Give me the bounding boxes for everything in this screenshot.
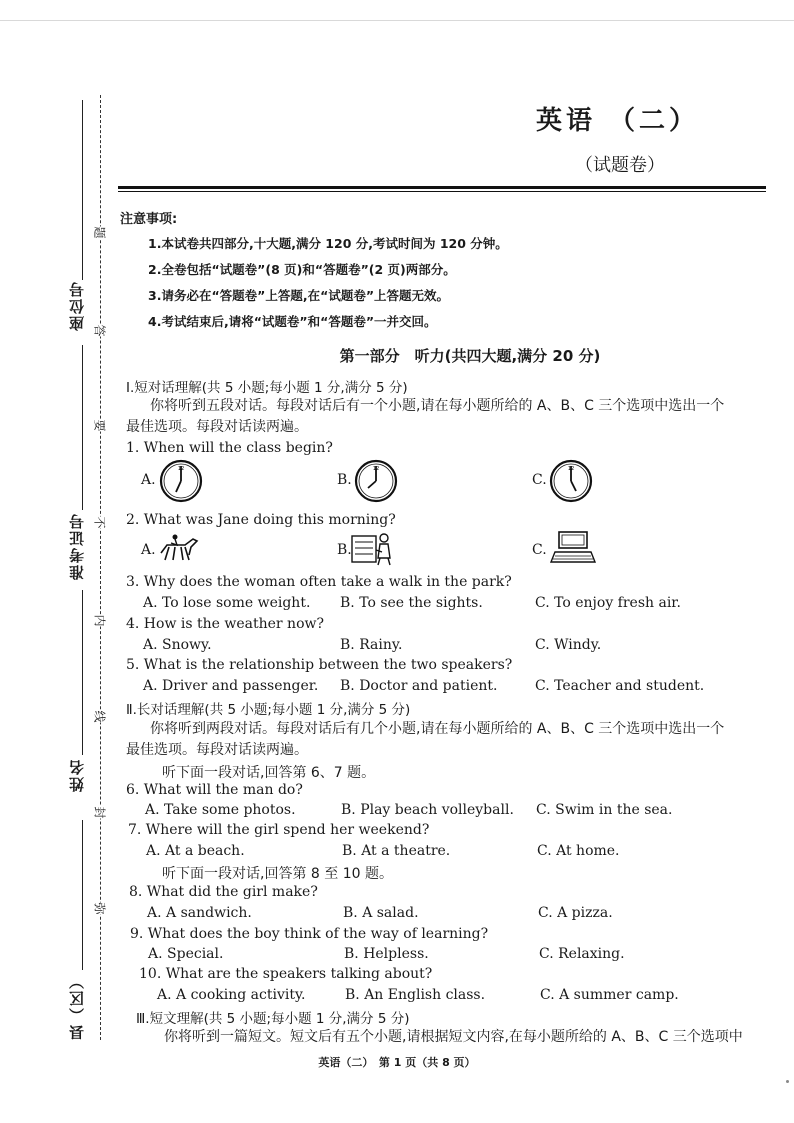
option-c: C. Teacher and student. (535, 678, 705, 694)
computer-icon (549, 530, 597, 564)
seat-number-label: 座位号 (68, 280, 86, 331)
instruction-line: 你将听到五段对话。每段对话后有一个小题,请在每小题所给的 A、B、C 三个选项中选出一个 (150, 398, 725, 414)
option-c: C. Swim in the sea. (536, 802, 673, 818)
section-heading: Ⅰ.短对话理解(共 5 小题;每小题 1 分,满分 5 分) (126, 380, 408, 396)
page-subtitle: （试题卷） (575, 155, 665, 176)
instruction-line: 最佳选项。每段对话读两遍。 (126, 742, 308, 758)
option-a: A. Driver and passenger. (143, 678, 319, 694)
option-c: C. To enjoy fresh air. (535, 595, 681, 611)
county-label: 县（区） (68, 972, 86, 1040)
question-text: 8. What did the girl make? (129, 884, 318, 900)
section-heading: Ⅲ.短文理解(共 5 小题;每小题 1 分,满分 5 分) (136, 1011, 410, 1027)
reading-icon (350, 530, 398, 566)
option-label: C. (532, 542, 547, 558)
section-instructions (126, 719, 774, 761)
option-a: A. A cooking activity. (157, 987, 306, 1003)
name-label: 姓名 (68, 758, 86, 792)
option-label: A. (141, 472, 156, 488)
question-text: 3. Why does the woman often take a walk in the park? (126, 574, 512, 590)
seal-char: 不 (90, 516, 111, 528)
exam-number-line (82, 345, 83, 510)
option-b: B. To see the sights. (340, 595, 483, 611)
notice-item: 4.考试结束后,请将“试题卷”和“答题卷”一并交回。 (148, 314, 437, 329)
option-label: A. (141, 542, 156, 558)
part-title: 第一部分 听力(共四大题,满分 20 分) (339, 347, 601, 365)
option-label: B. (337, 542, 352, 558)
question-text: 7. Where will the girl spend her weekend? (128, 822, 430, 838)
seat-number-line (82, 100, 83, 280)
notice-item: 3.请务必在“答题卷”上答题,在“试题卷”上答题无效。 (148, 288, 450, 303)
page-title: 英语 （二） (536, 106, 700, 136)
option-c: C. A pizza. (538, 905, 613, 921)
seal-char: 题 (90, 226, 111, 238)
exam-number-label: 准考证号 (68, 512, 86, 580)
seal-char: 要 (90, 419, 111, 431)
county-line (82, 820, 83, 970)
section-instructions (126, 396, 774, 438)
notice-item: 1.本试卷共四部分,十大题,满分 120 分,考试时间为 120 分钟。 (148, 236, 508, 251)
dialogue-note: 听下面一段对话,回答第 6、7 题。 (162, 765, 376, 781)
option-c: C. Windy. (535, 637, 602, 653)
instruction-line: 你将听到一篇短文。短文后有五个小题,请根据短文内容,在每小题所给的 A、B、C 三个选项中 (164, 1029, 743, 1045)
option-b: B. Rainy. (340, 637, 403, 653)
option-a: A. Take some photos. (145, 802, 296, 818)
option-a: A. A sandwich. (147, 905, 252, 921)
option-b: B. A salad. (343, 905, 419, 921)
option-b: B. Helpless. (344, 946, 429, 962)
section-heading: Ⅱ.长对话理解(共 5 小题;每小题 1 分,满分 5 分) (126, 702, 411, 718)
horse-riding-icon (155, 533, 203, 563)
dialogue-note: 听下面一段对话,回答第 8 至 10 题。 (162, 866, 393, 882)
option-a: A. Special. (148, 946, 224, 962)
top-border (0, 20, 794, 21)
clock-icon-eight (353, 458, 399, 504)
option-label: C. (532, 472, 547, 488)
question-text: 5. What is the relationship between the two speakers? (126, 657, 513, 673)
question-text: 4. How is the weather now? (126, 616, 324, 632)
seal-char: 封 (90, 806, 111, 818)
clock-icon-five (548, 458, 594, 504)
instruction-line: 你将听到两段对话。每段对话后有几个小题,请在每小题所给的 A、B、C 三个选项中选出一个 (150, 721, 725, 737)
notice-item: 2.全卷包括“试题卷”(8 页)和“答题卷”(2 页)两部分。 (148, 262, 456, 277)
option-a: A. Snowy. (143, 637, 212, 653)
option-c: C. Relaxing. (539, 946, 625, 962)
section-instructions (140, 1027, 780, 1048)
question-text: 10. What are the speakers talking about? (139, 966, 433, 982)
seal-char: 内 (90, 614, 111, 626)
header-rule (118, 186, 766, 189)
question-text: 6. What will the man do? (126, 782, 303, 798)
option-a: A. To lose some weight. (143, 595, 311, 611)
seal-char: 答 (90, 324, 111, 336)
name-line (82, 590, 83, 755)
svg-text:12: 12 (567, 466, 575, 472)
option-b: B. Play beach volleyball. (341, 802, 514, 818)
question-text: 9. What does the boy think of the way of learning? (130, 926, 489, 942)
option-c: C. At home. (537, 843, 620, 859)
clock-icon-seven (158, 458, 204, 504)
option-c: C. A summer camp. (540, 987, 679, 1003)
option-b: B. At a theatre. (342, 843, 451, 859)
option-label: B. (337, 472, 352, 488)
svg-text:12: 12 (372, 466, 380, 472)
svg-text:12: 12 (177, 466, 185, 472)
seal-char: 弥 (90, 902, 111, 914)
notice-title: 注意事项: (120, 212, 178, 227)
header-rule-thin (118, 191, 766, 192)
question-text: 2. What was Jane doing this morning? (126, 512, 396, 528)
option-a: A. At a beach. (146, 843, 245, 859)
instruction-line: 最佳选项。每段对话读两遍。 (126, 419, 308, 435)
option-b: B. Doctor and patient. (340, 678, 498, 694)
question-text: 1. When will the class begin? (126, 440, 333, 456)
scan-speck (786, 1080, 789, 1083)
seal-char: 线 (90, 710, 111, 722)
page-footer: 英语（二） 第 1 页（共 8 页） (318, 1056, 476, 1069)
option-b: B. An English class. (345, 987, 486, 1003)
